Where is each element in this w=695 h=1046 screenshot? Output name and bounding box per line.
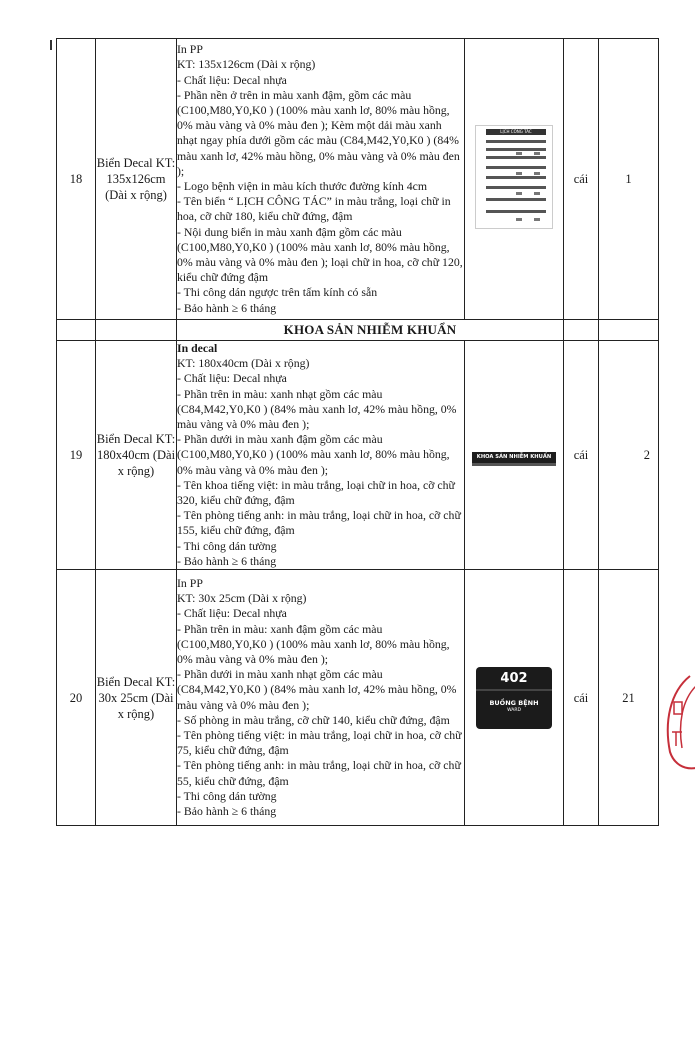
desc-line: - Nội dung biển in màu xanh đậm gồm các màu (C100,M80,Y0,K0 ) (100% màu xanh lơ, 80% màu hồng, 0% màu vàng và 0% màu đen ); loại chữ in hoa, cỡ chữ 120, kiểu chữ đứng đậm [177,224,463,285]
quantity: 1 [599,39,659,320]
quantity: 2 [599,341,659,570]
table-row [57,341,659,570]
desc-line: In PP [177,575,203,590]
desc-line: - Phần dưới in màu xanh nhạt gồm các màu (C84,M42,Y0,K0 ) (84% màu xanh lơ, 42% màu hồng, 0% màu vàng và 0% màu đen ); [177,667,457,712]
desc-line: KT: 135x126cm (Dài x rộng) [177,57,316,72]
desc-line: - Phần trên in màu: xanh nhạt gồm các màu (C84,M42,Y0,K0 ) (84% màu xanh lơ, 42% màu hồng, 0% màu vàng và 0% màu đen ); [177,386,457,432]
unit: cái [564,570,599,826]
unit: cái [564,39,599,320]
desc-line: - Tên phòng tiếng anh: in màu trắng, loại chữ in hoa, cỡ chữ 155, kiểu chữ đứng, đậm [177,508,461,538]
desc-line: - Tên khoa tiếng việt: in màu trắng, loại chữ in hoa, cỡ chữ 320, kiểu chữ đứng, đậm [177,477,455,508]
desc-line: - Tên phòng tiếng anh: in màu trắng, loại chữ in hoa, cỡ chữ 55, kiểu chữ đứng, đậm [177,758,461,788]
schedule-sign-image [475,125,553,229]
section-title: KHOA SẢN NHIỄM KHUẨN [177,320,564,341]
desc-line: - Bảo hành ≥ 6 tháng [177,300,277,315]
desc-line: In decal [177,341,218,355]
desc-line: KT: 30x 25cm (Dài x rộng) [177,591,307,606]
desc-line: - Logo bệnh viện in màu kích thước đường kính 4cm [177,179,428,193]
desc-line: - Số phòng in màu trắng, cỡ chữ 140, kiểu chữ đứng, đậm [177,712,450,727]
item-description [177,341,465,570]
unit: cái [564,341,599,570]
department-sign-image: KHOA SẢN NHIỄM KHUẨN [472,452,556,466]
sign-preview-cell [465,39,564,320]
specification-table [56,38,659,826]
desc-line: - Tên biển “ LỊCH CÔNG TÁC” in màu trắng, loại chữ in hoa, cỡ chữ 180, kiểu chữ đứng, đậm [177,194,451,224]
room-name-vi: BUỒNG BỆNH [489,698,539,707]
item-name: Biển Decal KT: 30x 25cm (Dài x rộng) [96,570,177,826]
quantity: 21 [599,570,659,826]
section-header-row [57,320,659,341]
desc-line: KT: 180x40cm (Dài x rộng) [177,356,310,371]
room-number: 402 [500,670,528,686]
sign-preview-cell [465,341,564,570]
desc-line: - Tên phòng tiếng việt: in màu trắng, loại chữ in hoa, cỡ chữ 75, kiểu chữ đứng, đậm [177,727,462,758]
desc-line: - Thi công dán tường [177,788,277,803]
desc-line: - Bảo hành ≥ 6 tháng [177,553,277,568]
table-row [57,570,659,826]
desc-line: - Chất liệu: Decal nhựa [177,606,287,621]
desc-line: - Thi công dán ngược trên tấm kính có sẵn [177,285,378,300]
red-stamp-fragment [660,672,695,772]
desc-line: - Phần nền ở trên in màu xanh đậm, gồm các màu (C100,M80,Y0,K0 ) (100% màu xanh lơ, 80% màu hồng, 0% màu vàng và 0% màu đen ); Kèm một dải màu xanh nhạt ngay phía dưới gồm các màu (C84,M42,Y0,K0 ) (84% màu xanh lơ, 42% màu hồng, 0% màu vàng và 0% màu đen ); [177,87,460,178]
desc-line: - Chất liệu: Decal nhựa [177,72,287,87]
desc-line: - Phần trên in màu: xanh đậm gồm các màu (C100,M80,Y0,K0 ) (100% màu xanh lơ, 80% màu hồng, 0% màu vàng và 0% màu đen ); [177,621,450,666]
room-name-en: WARD [507,707,521,713]
row-number: 18 [57,39,96,320]
desc-line: - Chất liệu: Decal nhựa [177,371,287,386]
sign-preview-cell [465,570,564,826]
schedule-sign-title: LỊCH CÔNG TÁC [486,129,546,135]
item-name: Biển Decal KT: 135x126cm (Dài x rộng) [96,39,177,320]
desc-line: In PP [177,42,203,57]
desc-line: - Thi công dán tường [177,538,277,553]
desc-line: - Phần dưới in màu xanh đậm gồm các màu (C100,M80,Y0,K0 ) (100% màu xanh lơ, 80% màu hồng, 0% màu vàng và 0% màu đen ); [177,432,450,477]
item-name: Biển Decal KT: 180x40cm (Dài x rộng) [96,341,177,570]
row-number: 19 [57,341,96,570]
table-row [57,39,659,320]
item-description [177,570,465,826]
room-sign-image [476,667,552,729]
desc-line: - Bảo hành ≥ 6 tháng [177,803,277,818]
item-description [177,39,465,320]
row-number: 20 [57,570,96,826]
